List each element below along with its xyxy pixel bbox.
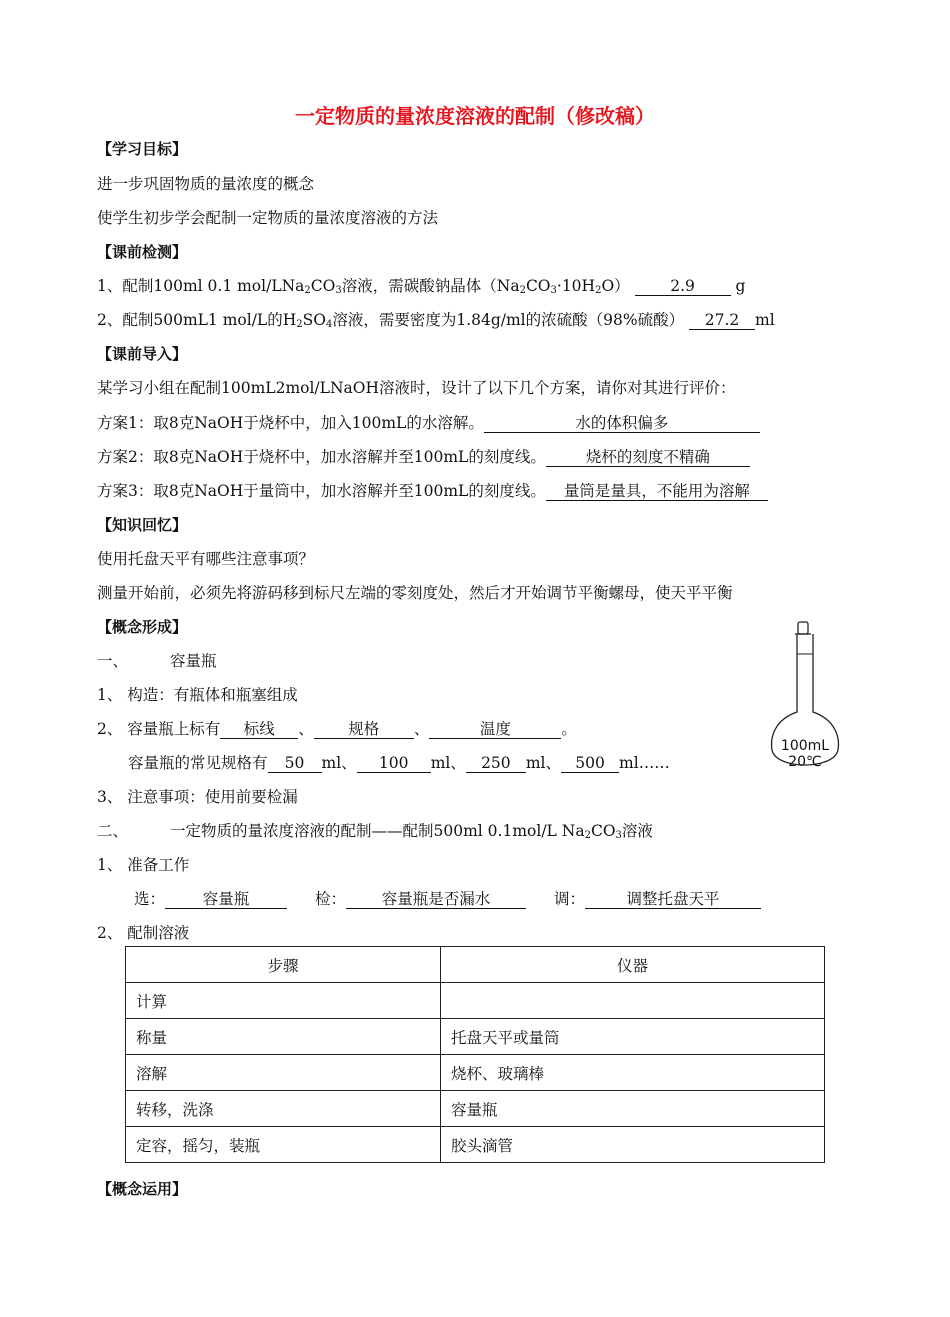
- recall-answer: 测量开始前，必须先将游码移到标尺左端的零刻度处，然后才开始调节平衡螺母，使天平平衡: [97, 584, 733, 602]
- volumetric-flask-icon: [770, 618, 842, 778]
- flask-temp-label: 20℃: [788, 754, 822, 770]
- table-row: [126, 983, 825, 1019]
- heading-learning-goals: 【学习目标】: [97, 140, 188, 158]
- table-row: [126, 1055, 825, 1091]
- table-cell: 溶解: [126, 1055, 441, 1091]
- heading-concept: 【概念形成】: [97, 618, 188, 636]
- question-2: 2、配制500mL1 mol/L的$H_2SO_4$溶液，需要密度为1.84g/ml的浓硫酸（98%硫酸） 27.2 ml: [97, 311, 775, 330]
- table-cell: 转移，洗涤: [126, 1091, 441, 1127]
- intro-text: 某学习小组在配制100mL2mol/LNaOH溶液时，设计了以下几个方案，请你对其进行评价：: [97, 379, 736, 397]
- heading-pre-test: 【课前检测】: [97, 243, 188, 261]
- spec-line: 容量瓶的常见规格有 50 ml、 100 ml、 250 ml、 500 ml……: [128, 754, 670, 772]
- table-cell: 容量瓶: [441, 1091, 825, 1127]
- prep-line: 1、 准备工作: [97, 856, 190, 874]
- answer-blank-1: 2.9: [635, 278, 731, 296]
- goal-2: 使学生初步学会配制一定物质的量浓度溶液的方法: [97, 209, 439, 227]
- table-cell: 计算: [126, 983, 441, 1019]
- select-check-adjust-line: 选： 容量瓶 检： 容量瓶是否漏水 调： 调整托盘天平: [134, 889, 761, 909]
- table-cell: 胶头滴管: [441, 1127, 825, 1163]
- steps-table: [125, 946, 825, 1163]
- table-row: [126, 1127, 825, 1163]
- table-cell: 称量: [126, 1019, 441, 1055]
- plan-3: 方案3：取8克NaOH于量筒中，加水溶解并至100mL的刻度线。 量筒是量具，不能用为溶解: [97, 481, 768, 501]
- question-1: 1、配制100ml 0.1 mol/$LNa_2CO_3$溶液，需碳酸钠晶体$(Na_2CO_3\cdot 10H_2O)$ 2.9 g: [97, 277, 746, 296]
- plan-1: 方案1：取8克NaOH于烧杯中，加入100mL的水溶解。 水的体积偏多: [97, 413, 760, 433]
- table-cell: 托盘天平或量筒: [441, 1019, 825, 1055]
- plan-2: 方案2：取8克NaOH于烧杯中，加水溶解并至100mL的刻度线。 烧杯的刻度不精确: [97, 447, 750, 467]
- recall-question: 使用托盘天平有哪些注意事项？: [97, 550, 315, 568]
- table-cell: 定容，摇匀，装瓶: [126, 1127, 441, 1163]
- markings-line: 2、 容量瓶上标有 标线 、 规格 、 温度 。: [97, 720, 577, 738]
- goal-1: 进一步巩固物质的量浓度的概念: [97, 175, 315, 193]
- heading-recall: 【知识回忆】: [97, 516, 188, 534]
- plan-1-answer: 水的体积偏多: [484, 415, 760, 433]
- table-header-cell: 仪器: [441, 947, 825, 983]
- page-title: 一定物质的量浓度溶液的配制（修改稿）: [295, 104, 655, 128]
- heading-application: 【概念运用】: [97, 1180, 188, 1198]
- plan-2-answer: 烧杯的刻度不精确: [546, 449, 750, 467]
- table-header-row: [126, 947, 825, 983]
- table-header-cell: 步骤: [126, 947, 441, 983]
- section-two: 二、 一定物质的量浓度溶液的配制——配制500ml 0.1mol/L $Na_2CO_3$溶液: [97, 822, 653, 841]
- heading-intro: 【课前导入】: [97, 345, 188, 363]
- make-line: 2、 配制溶液: [97, 924, 190, 942]
- plan-3-answer: 量筒是量具，不能用为溶解: [546, 483, 768, 501]
- table-cell: [441, 983, 825, 1019]
- table-cell: 烧杯、玻璃棒: [441, 1055, 825, 1091]
- section-one: 一、 容量瓶: [97, 652, 217, 670]
- table-row: [126, 1019, 825, 1055]
- notes-line: 3、 注意事项：使用前要检漏: [97, 788, 298, 806]
- table-row: [126, 1091, 825, 1127]
- structure-line: 1、 构造：有瓶体和瓶塞组成: [97, 686, 298, 704]
- flask-volume-label: 100mL: [780, 738, 830, 754]
- answer-blank-2: 27.2: [689, 312, 755, 330]
